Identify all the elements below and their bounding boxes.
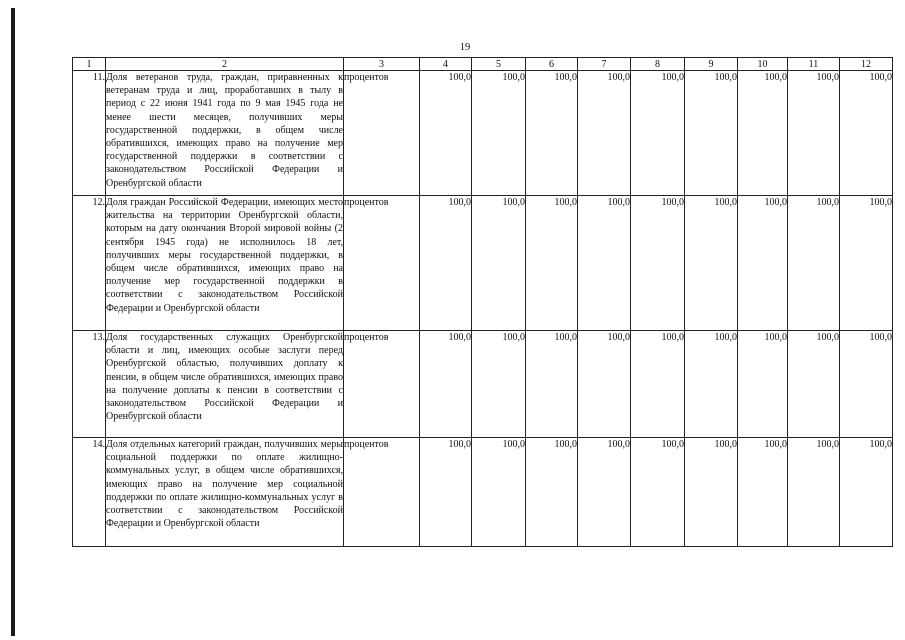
value-cell: 100,0 (788, 438, 840, 547)
indicators-table (72, 57, 893, 547)
column-header: 3 (344, 58, 420, 71)
table-row (73, 196, 893, 331)
value-cell: 100,0 (472, 71, 526, 196)
value-cell: 100,0 (788, 196, 840, 331)
value-cell: 100,0 (472, 438, 526, 547)
column-header: 10 (738, 58, 788, 71)
column-header: 6 (526, 58, 578, 71)
value-cell: 100,0 (738, 196, 788, 331)
value-cell: 100,0 (526, 71, 578, 196)
value-cell: 100,0 (420, 331, 472, 438)
column-header: 2 (106, 58, 344, 71)
value-cell: 100,0 (840, 438, 893, 547)
value-cell: 100,0 (631, 438, 685, 547)
page-number: 19 (459, 42, 471, 53)
table-row (73, 71, 893, 196)
value-cell: 100,0 (738, 438, 788, 547)
value-cell: 100,0 (685, 331, 738, 438)
value-cell: 100,0 (631, 71, 685, 196)
value-cell: 100,0 (578, 71, 631, 196)
value-cell: 100,0 (840, 331, 893, 438)
value-cell: 100,0 (420, 71, 472, 196)
row-number: 14. (73, 438, 106, 547)
column-header: 5 (472, 58, 526, 71)
value-cell: 100,0 (738, 331, 788, 438)
value-cell: 100,0 (578, 331, 631, 438)
unit-cell: процентов (344, 71, 420, 196)
row-number: 12. (73, 196, 106, 331)
value-cell: 100,0 (738, 71, 788, 196)
value-cell: 100,0 (685, 196, 738, 331)
column-header: 8 (631, 58, 685, 71)
value-cell: 100,0 (526, 331, 578, 438)
indicator-description: Доля граждан Российской Федерации, имеющих место жительства на территории Оренбургской области, которым на дату окончания Второй мировой войны (2 сентября 1945 года) не исполнилось 18 лет, получивших меры государственной поддержки, в общем числе обратившихся, имеющих право на получение мер государственной поддержки в соответствии с законодательством Российской Федерации и Оренбургской области (106, 196, 344, 331)
value-cell: 100,0 (420, 438, 472, 547)
indicator-description: Доля ветеранов труда, граждан, приравненных к ветеранам труда и лиц, проработавших в тылу в период с 22 июня 1941 года по 9 мая 1945 года не менее шести месяцев, получивших меры государственной поддержки, в общем числе обратившихся, имеющих право на получение мер государственной поддержки в соответствии с законодательством Российской Федерации и Оренбургской области (106, 71, 344, 196)
unit-cell: процентов (344, 196, 420, 331)
value-cell: 100,0 (578, 438, 631, 547)
value-cell: 100,0 (578, 196, 631, 331)
scan-edge-line (11, 8, 15, 636)
value-cell: 100,0 (472, 331, 526, 438)
value-cell: 100,0 (788, 71, 840, 196)
row-number: 13. (73, 331, 106, 438)
table-row (73, 438, 893, 547)
value-cell: 100,0 (840, 71, 893, 196)
column-header: 7 (578, 58, 631, 71)
column-header: 9 (685, 58, 738, 71)
value-cell: 100,0 (685, 438, 738, 547)
value-cell: 100,0 (472, 196, 526, 331)
value-cell: 100,0 (631, 196, 685, 331)
value-cell: 100,0 (788, 331, 840, 438)
value-cell: 100,0 (685, 71, 738, 196)
value-cell: 100,0 (631, 331, 685, 438)
value-cell: 100,0 (420, 196, 472, 331)
column-header: 12 (840, 58, 893, 71)
row-number: 11. (73, 71, 106, 196)
column-header: 11 (788, 58, 840, 71)
column-header: 1 (73, 58, 106, 71)
value-cell: 100,0 (840, 196, 893, 331)
column-number-row (73, 58, 893, 71)
table-row (73, 331, 893, 438)
indicator-description: Доля отдельных категорий граждан, получивших меры социальной поддержки по оплате жилищно-коммунальных услуг, в общем числе обратившихся, имеющих право на получение мер социальной поддержки по оплате жилищно-коммунальных услуг в соответствии с законодательством Российской Федерации и Оренбургской области (106, 438, 344, 547)
indicator-description: Доля государственных служащих Оренбургской области и лиц, имеющих особые заслуги перед Оренбургской областью, получивших доплату к пенсии, в общем числе обратившихся, имеющих право на получение доплаты к пенсии в соответствии с законодательством Российской Федерации и Оренбургской области (106, 331, 344, 438)
value-cell: 100,0 (526, 196, 578, 331)
value-cell: 100,0 (526, 438, 578, 547)
column-header: 4 (420, 58, 472, 71)
unit-cell: процентов (344, 331, 420, 438)
unit-cell: процентов (344, 438, 420, 547)
